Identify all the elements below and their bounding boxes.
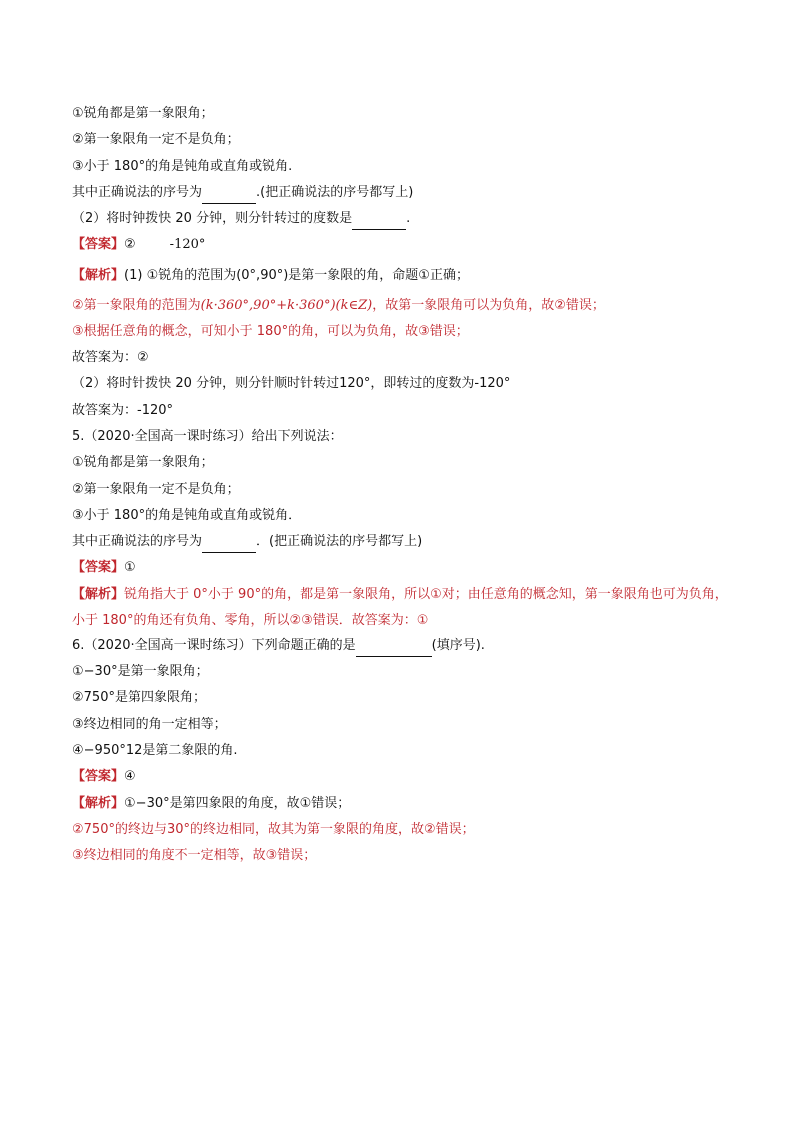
q6-statement-3: ③终边相同的角一定相等； — [72, 716, 227, 732]
q4-analysis-1-text: (1) ①锐角的范围为(0°,90°)是第一象限的角，命题①正确； — [124, 267, 469, 283]
q5-answer-value: ① — [124, 560, 136, 576]
q4-analysis-1 — [72, 262, 732, 292]
q6-statement-2: ②750°是第四象限角； — [72, 690, 206, 706]
q5-statement-3: ③小于 180°的角是钝角或直角或锐角． — [72, 507, 302, 523]
q6-analysis-1 — [72, 794, 732, 820]
answer-blank — [202, 532, 256, 553]
q4-part2-question — [72, 209, 732, 235]
answer-blank — [356, 636, 432, 657]
analysis-label: 【解析】 — [72, 586, 125, 602]
q4-analysis-2-pre: ②第一象限角的范围为 — [72, 297, 201, 313]
q6-analysis-2: ②750°的终边与30°的终边相同，故其为第一象限的角度，故②错误； — [72, 821, 475, 837]
q6-answer-value: ④ — [124, 769, 136, 785]
analysis-label: 【解析】 — [72, 267, 125, 283]
q4-statement-3: ③小于 180°的角是钝角或直角或锐角. — [72, 158, 293, 174]
answer-label: 【答案】 — [72, 237, 125, 253]
q5-statement-1: ①锐角都是第一象限角； — [72, 455, 214, 471]
analysis-label: 【解析】 — [72, 795, 125, 811]
q6-analysis-3: ③终边相同的角度不一定相等，故③错误； — [72, 848, 317, 864]
answer-label: 【答案】 — [72, 769, 125, 785]
q6-heading-text: 6.（2020·全国高一课时练习）下列命题正确的是 — [72, 637, 356, 653]
q4-answer-1: ② — [124, 237, 136, 253]
q4-analysis-part2: （2）将时针拨快 20 分钟，则分针顺时针转过120°，即转过的度数为-120° — [72, 376, 511, 392]
q5-fill-prompt-text: 其中正确说法的序号为 — [72, 534, 203, 550]
q6-answer — [72, 767, 732, 793]
q4-analysis-3: ③根据任意角的概念，可知小于 180°的角，可以为负角，故③错误； — [72, 323, 469, 339]
answer-blank — [352, 209, 406, 230]
q6-heading — [72, 636, 732, 662]
q4-part2-suffix: . — [406, 211, 411, 227]
answer-label: 【答案】 — [72, 560, 125, 576]
q4-analysis-2 — [72, 292, 732, 322]
q4-analysis-2-math: (k·360°,90°+k·360°)(k∈Z) — [200, 297, 373, 313]
q4-conclusion-2: 故答案为：-120° — [72, 402, 174, 418]
q4-part2-text: （2）将时钟拨快 20 分钟，则分针转过的度数是 — [72, 211, 353, 227]
q5-analysis-text: 锐角指大于 0°小于 90°的角，都是第一象限角，所以①对；由任意角的概念知，第一象限角也可为负角，小于 180°的角还有负角、零角，所以②③错误．故答案为：① — [72, 586, 728, 628]
q6-statement-1: ①−30°是第一象限角； — [72, 664, 209, 680]
q4-statement-2: ②第一象限角一定不是负角； — [72, 132, 240, 148]
q4-answer — [72, 235, 732, 261]
q6-heading-suffix: (填序号). — [431, 637, 485, 653]
q5-analysis — [72, 582, 732, 634]
q6-analysis-1-text: ①−30°是第四象限的角度，故①错误； — [124, 795, 351, 811]
document-page — [72, 104, 732, 872]
q4-conclusion-1: 故答案为：② — [72, 350, 149, 366]
q6-statement-4: ④−950°12是第二象限的角. — [72, 742, 238, 758]
q4-answer-2: -120° — [169, 237, 206, 253]
q5-fill-prompt — [72, 532, 732, 558]
q5-fill-prompt-suffix: ．(把正确说法的序号都写上) — [256, 534, 423, 550]
answer-blank — [202, 183, 256, 204]
q4-fill-prompt — [72, 183, 732, 209]
q5-statement-2: ②第一象限角一定不是负角； — [72, 481, 240, 497]
q5-heading: 5.（2020·全国高一课时练习）给出下列说法： — [72, 428, 343, 444]
q4-fill-prompt-suffix: .(把正确说法的序号都写上) — [256, 184, 414, 200]
q4-analysis-2-post: ，故第一象限角可以为负角，故②错误； — [372, 297, 605, 313]
q4-fill-prompt-text: 其中正确说法的序号为 — [72, 184, 203, 200]
q4-statement-1: ①锐角都是第一象限角； — [72, 106, 214, 121]
